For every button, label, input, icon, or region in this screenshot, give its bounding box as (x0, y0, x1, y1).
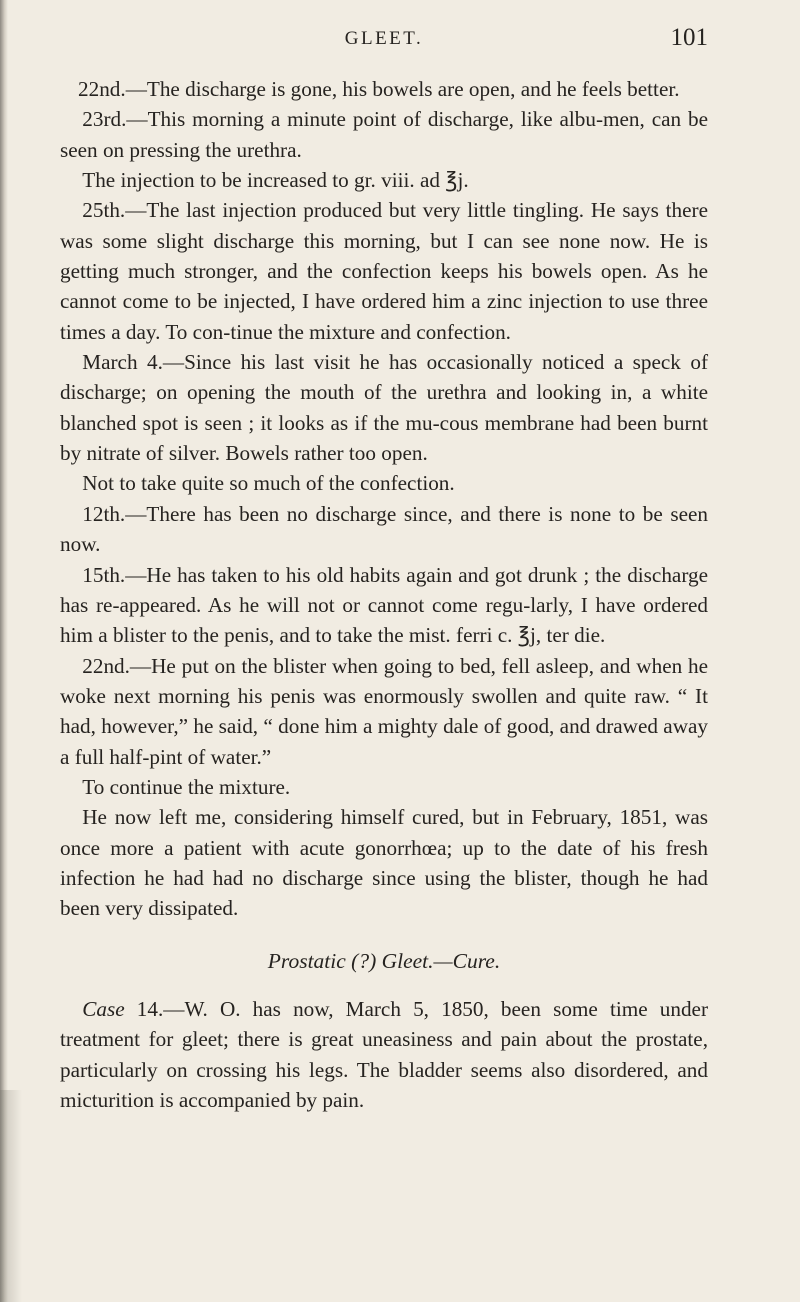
paragraph: March 4.—Since his last visit he has occasionally noticed a speck of discharge; on opening the mouth of the urethra and looking in, a white blanched spot is seen ; it looks as if the mu-cous membrane had been burnt by nitrate of silver. Bowels rather too open. (60, 350, 708, 466)
case-paragraph (60, 994, 708, 1115)
paragraph: He now left me, considering himself cured, but in February, 1851, was once more a patient with acute gonorrhœa; up to the date of his fresh infection he had had no discharge since using the blister, though he had been very dissipated. (60, 805, 708, 921)
paragraph: 25th.—The last injection produced but very little tingling. He says there was some slight discharge this morning, but I can see none now. He is getting much stronger, and the confection keeps his bowels open. As he cannot come to be injected, I have ordered him a zinc injection to use three times a day. To con-tinue the mixture and confection. (60, 198, 708, 344)
paragraph: 22nd.—He put on the blister when going to bed, fell asleep, and when he woke next morning his penis was enormously swollen and quite raw. “ It had, however,” he said, “ done him a mighty dale of good, and drawed away a full half-pint of water.” (60, 653, 708, 769)
section-heading: Prostatic (?) Gleet.—Cure. (267, 948, 501, 973)
paragraph: Not to take quite so much of the confection. (82, 471, 455, 496)
case-label: Case (82, 996, 125, 1021)
page-number: 101 (670, 24, 708, 51)
paragraph: 15th.—He has taken to his old habits again and got drunk ; the discharge has re-appeared. As he will not or cannot come regu-larly, I have ordered him a blister to the penis, and to take the mist. ferri c. ℥j, ter die. (60, 562, 708, 648)
body-text (60, 74, 708, 1115)
running-title: GLEET. (344, 28, 424, 49)
paragraph: 12th.—There has been no discharge since, and there is none to be seen now. (60, 501, 708, 557)
paragraph: 23rd.—This morning a minute point of discharge, like albu-men, can be seen on pressing the urethra. (60, 107, 708, 162)
page-header (60, 24, 708, 60)
paragraph: The injection to be increased to gr. viii. ad ℥j. (82, 168, 469, 193)
case-text: 14.—W. O. has now, March 5, 1850, been some time under treatment for gleet; there is great uneasiness and pain about the prostate, particularly on crossing his legs. The bladder seems also disordered, and micturition is accompanied by pain. (60, 996, 708, 1112)
page-shadow (0, 1090, 22, 1302)
paragraph: 22nd.—The discharge is gone, his bowels are open, and he feels better. (78, 77, 680, 101)
paragraph: To continue the mixture. (82, 774, 291, 799)
